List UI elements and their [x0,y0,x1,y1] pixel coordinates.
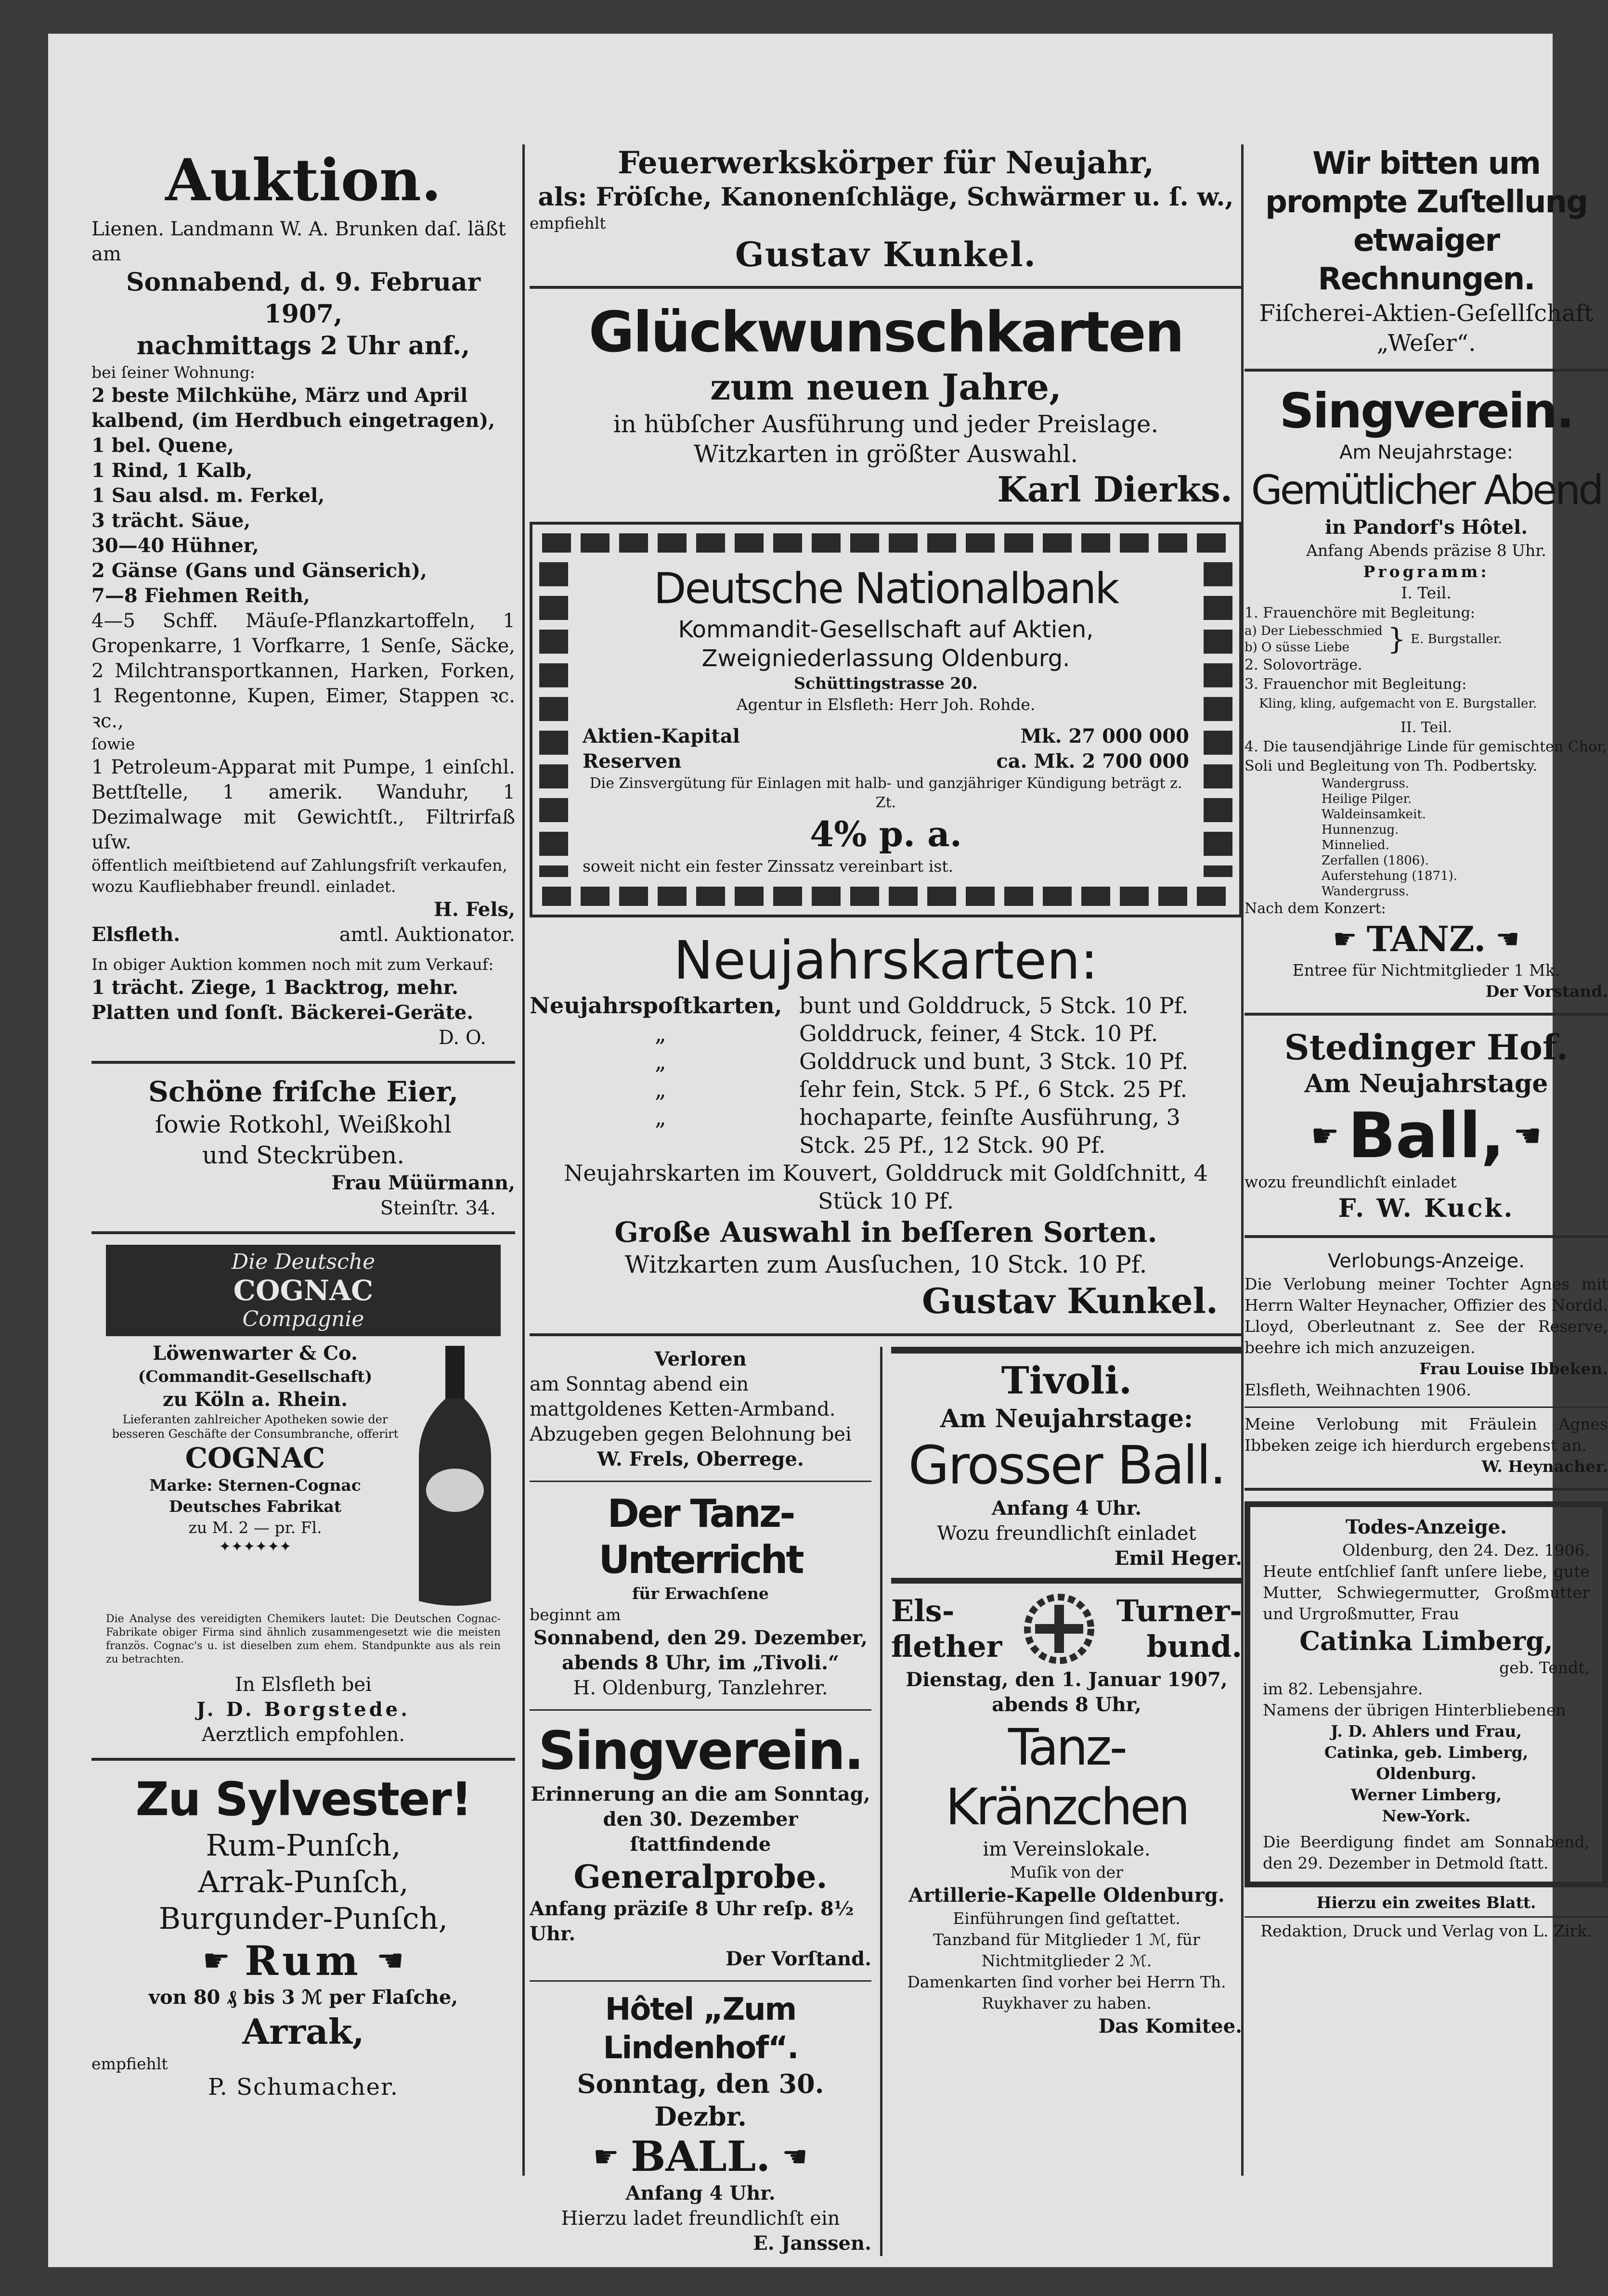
turnerbund-guests: Einführungen ſind geſtattet. [953,1909,1180,1928]
obituary-age: im 82. Lebensjahre. [1263,1679,1423,1698]
newspaper-page [48,34,1608,2267]
engagement-place: Elsfleth, Weihnachten 1906. [1245,1380,1471,1399]
cognac-text [106,1341,404,1612]
singverein-ad [1245,382,1608,1002]
eggs-ad [91,1074,515,1221]
eggs-line2: ſowie Rotkohl, Weißkohl [155,1110,452,1138]
divider [530,286,1242,289]
singverein-tanz-row [1245,918,1608,960]
pointing-hand-right-icon: ☛ [1333,923,1357,955]
program-item: 2. Solovorträge. [1245,657,1362,673]
dance-lessons-name: H. Oldenburg, Tanzlehrer. [573,1677,828,1699]
footer-second-sheet: Hierzu ein zweites Blatt. [1316,1893,1536,1912]
greeting-name: Karl Dierks. [997,469,1232,510]
pointing-hand-left-icon: ☚ [1513,1117,1542,1154]
turnerbund-ad [891,1590,1242,2039]
turnerbund-head [891,1590,1242,1667]
singverein-rehearsal-ad [530,1719,871,1972]
lost-name: W. Frels, Oberrege. [597,1448,804,1470]
divider [1245,1488,1608,1491]
obituary-date: Oldenburg, den 24. Dez. 1906. [1342,1541,1590,1560]
program-part: Wandergruss. [1322,884,1409,899]
newyear-row-label: „ [655,1076,666,1102]
auction-date: Sonnabend, d. 9. Februar 1907, [126,268,481,329]
sylvester-emp: empfiehlt [91,2054,168,2073]
bank-reserve-row [583,749,1189,774]
brace-icon: } [1387,622,1406,656]
column-rule [880,1347,882,2256]
obituary-name: Catinka Limberg, [1299,1625,1553,1656]
bank-capital-value: Mk. 27 000 000 [1020,725,1189,748]
greeting-cards-ad [530,299,1242,510]
program-subitem: a) Der Liebesschmied [1245,624,1383,638]
newyear-row [530,992,1242,1019]
cognac-fine: Die Analyse des vereidigten Chemikers lautet: Die Deutschen Cognac-Fabrikate obiger Firma sind ähnlich zusammengesetzt wie die meisten französ. Cognac's u. ist dieselben zum ehem. Standpunkte aus als rein zu betrachten. [106,1613,501,1665]
obituary-text: Heute entſchlief ſanft unſere liebe, gute Mutter, Schwiegermutter, Großmutter und Urgroßmutter, Frau [1263,1562,1590,1623]
obituary-family: New-York. [1382,1806,1471,1825]
lost-title: Verloren [654,1348,747,1370]
tivoli-start: Anfang 4 Uhr. [991,1497,1142,1520]
turnerbund-left2: flether [891,1629,1002,1664]
sub-column-right [891,1347,1242,2256]
divider [1245,1406,1608,1408]
tivoli-title: Tivoli. [1001,1359,1132,1403]
program-item: 3. Frauenchor mit Begleitung: [1245,676,1467,693]
tivoli-name: Emil Heger. [1114,1547,1242,1570]
auction-intro: Lienen. Landmann W. A. Brunken daſ. läßt am [91,218,506,265]
greeting-line: Witzkarten in größter Auswahl. [693,440,1078,468]
lost-text: am Sonntag abend ein mattgoldenes Ketten-Armband. Abzugeben gegen Belohnung bei [530,1373,852,1445]
cognac-logo-line: Compagnie [242,1307,364,1331]
footer-imprint: Redaktion, Druck und Verlag von L. Zirk. [1260,1922,1592,1940]
ornament-border [539,562,568,877]
lindenhof-date: Sonntag, den 30. Dezbr. [577,2068,824,2132]
turnerbund-right2: bund. [1146,1629,1242,1664]
sylvester-rum-row [91,1937,515,1985]
cognac-ad [91,1245,515,1747]
turnerbund-date: Dienstag, den 1. Januar 1907, abends 8 Uhr, [906,1668,1228,1716]
newyear-row [530,1075,1242,1103]
auction-closing: öffentlich meiſtbietend auf Zahlungsfriſt verkaufen, wozu Kaufliebhaber freundl. einladet. [91,856,507,896]
sylvester-line: Arrak-Punſch, [198,1864,409,1899]
program-subitem: Kling, kling, aufgemacht von E. Burgstaller. [1259,697,1537,711]
lost-ad [530,1347,871,1472]
stedinger-title: Stedinger Hof. [1284,1027,1569,1068]
singverein-after: Nach dem Konzert: [1245,900,1386,917]
engagement-name: Frau Louise Ibbeken. [1419,1359,1608,1378]
rehearsal-sig: Der Vorſtand. [726,1948,871,1970]
singverein-start: Anfang Abends präzise 8 Uhr. [1306,541,1546,560]
greeting-line: in hübſcher Ausführung und jeder Preislage. [613,410,1159,438]
dance-lessons-sub: für Erwachſene [632,1584,769,1603]
ornament-border [1204,562,1232,877]
bank-reserve-value: ca. Mk. 2 700 000 [996,750,1189,773]
turnerbund-kapelle: Artillerie-Kapelle Oldenburg. [908,1884,1225,1907]
program-part: Zerfallen (1806). [1322,853,1429,868]
dance-lessons-line: beginnt am [530,1605,621,1624]
bank-body [532,562,1239,877]
newyear-row [530,1047,1242,1075]
bank-line: Kommandit-Gesellschaft auf Aktien, [678,616,1094,643]
eggs-addr: Steinſtr. 34. [380,1197,496,1219]
cognac-mark: Marke: Sternen-Cognac [149,1476,361,1495]
obituary-ad [1245,1501,1608,1887]
column-2 [530,144,1242,2256]
stedinger-name: F. W. Kuck. [1338,1194,1515,1223]
greeting-title: Glückwunschkarten [588,300,1183,365]
lindenhof-ad [530,1990,871,2256]
pointing-hand-right-icon: ☛ [202,1943,231,1979]
auction-place: bei ſeiner Wohnung: [91,363,255,382]
singverein-big: Gemütlicher Abend [1251,466,1602,514]
newyear-envelope: Neujahrskarten im Kouvert, Golddruck mit Goldſchnitt, 4 Stück 10 Pf. [564,1160,1208,1214]
singverein-sub: Am Neujahrstage: [1339,441,1513,464]
sylvester-name: P. Schumacher. [208,2074,399,2101]
eggs-name: Frau Müürmann, [331,1172,515,1194]
program-parts [1245,776,1608,899]
bank-capital-label: Aktien-Kapital [583,725,740,748]
auction-sig-row [91,922,515,947]
rehearsal-time: Anfang präziſe 8 Uhr reſp. 8½ Uhr. [530,1897,854,1945]
lindenhof-start: Anfang 4 Uhr. [625,2182,776,2205]
stedinger-inv: wozu freundlichſt einladet [1245,1173,1457,1191]
obituary-geb: geb. Tendt, [1499,1658,1590,1677]
singverein-entree: Entree für Nichtmitglieder 1 Mk. [1292,961,1560,980]
cognac-prices: zu M. 2 — pr. Fl. [188,1518,322,1537]
auction-note-sig: D. O. [438,1027,486,1049]
newyear-row-label: „ [655,1020,666,1046]
singverein-part1: I. Teil. [1401,583,1452,602]
obituary-family-intro: Namens der übrigen Hinterbliebenen [1263,1701,1566,1719]
auction-title: Auktion. [165,146,441,214]
cognac-firm2: (Commandit-Gesellschaft) [138,1367,373,1386]
bottle-icon [409,1341,501,1611]
tivoli-ad [891,1358,1242,1571]
obituary-family: Oldenburg. [1376,1764,1477,1783]
program-subitem-list [1245,623,1383,656]
newyear-joke-cards: Witzkarten zum Ausſuchen, 10 Stck. 10 Pf. [624,1251,1147,1278]
obituary-burial: Die Beerdigung findet am Sonnabend, den 29. Dezember in Detmold ſtatt. [1263,1832,1590,1872]
engagement-title: Verlobungs-Anzeige. [1328,1250,1525,1272]
obituary-family: Werner Limberg, [1350,1785,1502,1804]
stedinger-ball-row [1245,1099,1608,1172]
dance-lessons-title: Der Tanz-Unterricht [598,1491,803,1582]
lindenhof-ball-row [530,2133,871,2181]
rehearsal-line: Erinnerung an die am Sonntag, den 30. Dezember ſtattfindende [531,1783,870,1856]
auction-note: In obiger Auktion kommen noch mit zum Verkauf: [91,955,494,974]
bank-agency: Agentur in Elsfleth: Herr Joh. Rohde. [736,695,1036,714]
program-item: 1. Frauenchöre mit Begleitung: [1245,605,1476,621]
fishery-text: Wir bitten um prompte Zuſtellung etwaiger Rechnungen. [1265,146,1587,297]
turnerbund-where: im Vereinslokale. [983,1838,1151,1860]
rehearsal-title: Singverein. [538,1720,863,1781]
lindenhof-name: E. Janssen. [753,2232,871,2255]
bank-title: Deutsche Nationalbank [653,564,1118,613]
newyear-price-list [530,992,1242,1159]
fishery-ad [1245,144,1608,358]
pointing-hand-left-icon: ☚ [782,2140,808,2174]
lindenhof-ball: BALL. [630,2132,771,2181]
turnerbund-title: Tanz-Kränzchen [945,1718,1188,1836]
auction-item: 1 bel. Quene, [91,434,234,457]
auction-item: 7—8 Fiehmen Reith, [91,584,310,607]
cognac-firm: Löwenwarter & Co. [153,1342,358,1365]
turner-cross-wreath-icon [1021,1590,1098,1667]
singverein-prog: Programm: [1363,562,1490,581]
divider [530,1709,871,1711]
divider [530,1980,871,1982]
eggs-line1: Schöne friſche Eier, [148,1075,459,1108]
auction-town: Elsfleth. [91,923,181,946]
newyear-row [530,1019,1242,1047]
divider [530,1481,871,1482]
singverein-part2: II. Teil. [1401,719,1452,736]
singverein-sig: Der Vorstand. [1485,982,1608,1001]
dance-lessons-date: Sonnabend, den 29. Dezember, abends 8 Uhr, im „Tivoli.“ [533,1626,868,1674]
program-part: Waldeinsamkeit. [1322,807,1426,822]
newyear-name: Gustav Kunkel. [922,1280,1218,1321]
obituary-title: Todes-Anzeige. [1345,1516,1507,1538]
cognac-place: zu Köln a. Rhein. [162,1388,348,1411]
auction-item: 30—40 Hühner, [91,534,259,557]
obituary-family: Catinka, geb. Limberg, [1324,1743,1529,1762]
bank-footnote: soweit nicht ein fester Zinssatz vereinbart ist. [583,857,954,876]
cognac-stars: ✦✦✦✦✦✦ [219,1538,292,1555]
turnerbund-right [1116,1593,1242,1664]
fireworks-ad [530,144,1242,275]
column-2-lower [530,1347,1242,2256]
column-1 [91,144,515,2100]
new-year-cards-ad [530,929,1242,1323]
newyear-row-label: Neujahrspoſtkarten, [530,993,782,1019]
pointing-hand-right-icon: ☛ [593,2140,619,2174]
cognac-logo-line: Die Deutsche [231,1250,376,1274]
engagement-text2: Meine Verlobung mit Fräulein Agnes Ibbeken zeige ich hierdurch ergebenst an. [1245,1415,1608,1455]
turnerbund-band: Tanzband für Mitglieder 1 ℳ, für Nichtmitglieder 2 ℳ. [933,1930,1200,1970]
sylvester-ad [91,1771,515,2100]
program-part: Hunnenzug. [1322,823,1399,837]
column-3 [1245,144,1608,1942]
engagement-ad [1245,1249,1608,1477]
fireworks-line: als: Fröſche, Kanonenſchläge, Schwärmer u. ſ. w., [538,182,1234,212]
divider [1245,1235,1608,1238]
sylvester-rum: Rum [245,1937,362,1985]
newyear-row-label: „ [655,1104,666,1130]
fireworks-emp: empfiehlt [530,214,606,232]
divider [1245,369,1608,372]
pointing-hand-left-icon: ☚ [1495,923,1520,955]
auction-item: 4—5 Schff. Mäuſe-Pflanzkartoffeln, 1 Gropenkarre, 1 Vorfkarre, 1 Senſe, Säcke, 2 Milchtransportkannen, Harken, Forken, 1 Regentonne, Kupen, Eimer, Stappen ꝛc. ꝛc., [91,610,515,732]
auction-item: 1 Rind, 1 Kalb, [91,459,253,482]
singverein-program [1245,604,1608,918]
divider [91,1231,515,1234]
auction-item: 2 beste Milchkühe, März und April kalbend, (im Herdbuch eingetragen), [91,384,495,432]
auction-ad [91,144,515,1050]
program-part: Minnelied. [1322,838,1389,852]
sylvester-price: von 80 ₰ bis 3 ℳ per Flaſche, [148,1986,458,2009]
newyear-row-price: Golddruck, feiner, 4 Stck. 10 Pf. [799,1020,1158,1046]
dance-lessons-ad [530,1491,871,1701]
bank-capital-row [583,724,1189,749]
fireworks-title: Feuerwerkskörper für Neujahr, [617,145,1154,181]
sylvester-arrak: Arrak, [242,2011,364,2052]
auction-sowie: ſowie [91,735,135,753]
program-item: 4. Die tausendjährige Linde für gemischten Chor, Soli und Begleitung von Th. Podbertsky. [1245,738,1607,774]
bank-line: Schüttingstrasse 20. [794,674,978,693]
cognac-supplier: Lieferanten zahlreicher Apotheken sowie der besseren Geschäfte der Consumbranche, offerirt [112,1413,399,1441]
auction-items [91,383,515,734]
cognac-product: COGNAC [185,1442,325,1474]
program-composer: E. Burgstaller. [1411,632,1502,646]
newyear-selection: Große Auswahl in beſſeren Sorten. [614,1216,1157,1249]
obituary-family: J. D. Ahlers und Frau, [1331,1722,1522,1741]
fishery-firm: Fiſcherei-Aktien-Geſellſchaft „Weſer“. [1259,300,1594,357]
rehearsal-gp: Generalprobe. [573,1858,828,1896]
singverein-where: in Pandorf's Hôtel. [1324,516,1528,539]
pointing-hand-right-icon: ☛ [1310,1117,1339,1154]
cognac-body [106,1341,501,1612]
newyear-row-price: hochaparte, feinſte Ausführung, 3 Stck. 25 Pf., 12 Stck. 90 Pf. [799,1104,1180,1158]
engagement-name2: W. Heynacher. [1481,1457,1608,1476]
turnerbund-left [891,1593,1002,1664]
bank-rate: 4% p. a. [810,813,962,854]
cognac-logo [106,1245,501,1336]
cognac-where: In Elsfleth bei [235,1674,372,1696]
stedinger-ad [1245,1026,1608,1225]
auction-item: 1 Sau alsd. m. Ferkel, [91,484,325,507]
divider [891,1578,1242,1584]
stedinger-sub: Am Neujahrstage [1304,1069,1548,1098]
divider [91,1758,515,1761]
auction-note-items: 1 trächt. Ziege, 1 Backtrog, mehr. Platten und ſonſt. Bäckerei-Geräte. [91,976,474,1024]
newyear-row [530,1103,1242,1159]
divider [1245,1013,1608,1016]
greeting-sub: zum neuen Jahre, [710,367,1062,408]
auction-item: 3 trächt. Säue, [91,509,251,532]
divider [1245,1916,1608,1918]
column-rule [522,144,525,2176]
bank-ad [530,522,1242,917]
singverein-tanz: TANZ. [1366,918,1486,959]
program-subitems [1245,623,1608,656]
turnerbund-damen: Damenkarten ſind vorher bei Herrn Th. Ruykhaver zu haben. [907,1973,1226,2012]
sub-column-left [530,1347,871,2256]
cognac-bottle [409,1341,501,1612]
newyear-title: Neujahrskarten: [674,929,1098,991]
bank-text [568,562,1204,877]
turnerbund-sig: Das Komitee. [1098,2015,1242,2038]
auction-time: nachmittags 2 Uhr anf., [136,331,470,361]
program-part: Auferstehung (1871). [1322,869,1458,883]
program-part: Heilige Pilger. [1322,792,1412,806]
sylvester-line: Burgunder-Punſch, [158,1901,448,1936]
cognac-fabrikat: Deutsches Fabrikat [169,1497,342,1516]
divider [91,1061,515,1064]
tivoli-ball: Grosser Ball. [908,1434,1225,1496]
cognac-rec: Aerztlich empfohlen. [201,1724,405,1746]
newyear-row-label: „ [655,1048,666,1074]
auction-extra-items: 1 Petroleum-Apparat mit Pumpe, 1 einſchl. Bettſtelle, 1 amerik. Wanduhr, 1 Dezimalwage mit Gewichtſt., Filtrirfaß uſw. [91,756,515,853]
pointing-hand-left-icon: ☚ [376,1943,404,1979]
fireworks-name: Gustav Kunkel. [735,234,1037,274]
newyear-row-price: Golddruck und bunt, 3 Stck. 10 Pf. [799,1048,1189,1074]
auction-signer: H. Fels, [434,898,515,921]
bank-interest-text: Die Zinsvergütung für Einlagen mit halb- und ganzjähriger Kündigung beträgt z. Zt. [589,775,1182,811]
ornament-border [542,887,1230,906]
sylvester-line: Rum-Punſch, [206,1828,401,1863]
sylvester-title: Zu Sylvester! [135,1772,471,1826]
divider [530,1333,1242,1336]
engagement-text: Die Verlobung meiner Tochter Agnes mit Herrn Walter Heynacher, Offizier des Nordd. Lloyd, Oberleutnant z. See der Reserve, beehre ich mich anzuzeigen. [1245,1275,1608,1357]
auction-role: amtl. Auktionator. [339,924,515,946]
auction-item: 2 Gänse (Gans und Gänserich), [91,559,428,582]
newyear-row-price: bunt und Golddruck, 5 Stck. 10 Pf. [799,993,1189,1019]
stedinger-ball: Ball, [1348,1099,1505,1172]
turnerbund-left1: Els- [891,1593,955,1628]
cognac-logo-line: COGNAC [233,1274,374,1307]
tivoli-inv: Wozu freundlichſt einladet [937,1522,1196,1545]
newyear-row-price: ſehr fein, Stck. 5 Pf., 6 Stck. 25 Pf. [799,1076,1188,1102]
eggs-line3: und Steckrüben. [202,1141,405,1169]
tivoli-sub: Am Neujahrstage: [940,1404,1193,1433]
bank-reserve-label: Reserven [583,750,682,773]
bank-line: Zweigniederlassung Oldenburg. [701,645,1070,672]
turnerbund-right1: Turner- [1116,1593,1242,1628]
ornament-border [542,533,1230,553]
turnerbund-musik: Muſik von der [1010,1863,1123,1882]
cognac-dealer: J. D. Borgstede. [196,1698,411,1721]
divider [891,1347,1242,1354]
singverein-title: Singverein. [1279,383,1573,439]
program-subitem: b) O süsse Liebe [1245,640,1350,655]
program-part: Wandergruss. [1322,776,1409,791]
lindenhof-inv: Hierzu ladet freundlichſt ein [561,2207,840,2230]
lindenhof-title: Hôtel „Zum Lindenhof“. [603,1992,798,2066]
